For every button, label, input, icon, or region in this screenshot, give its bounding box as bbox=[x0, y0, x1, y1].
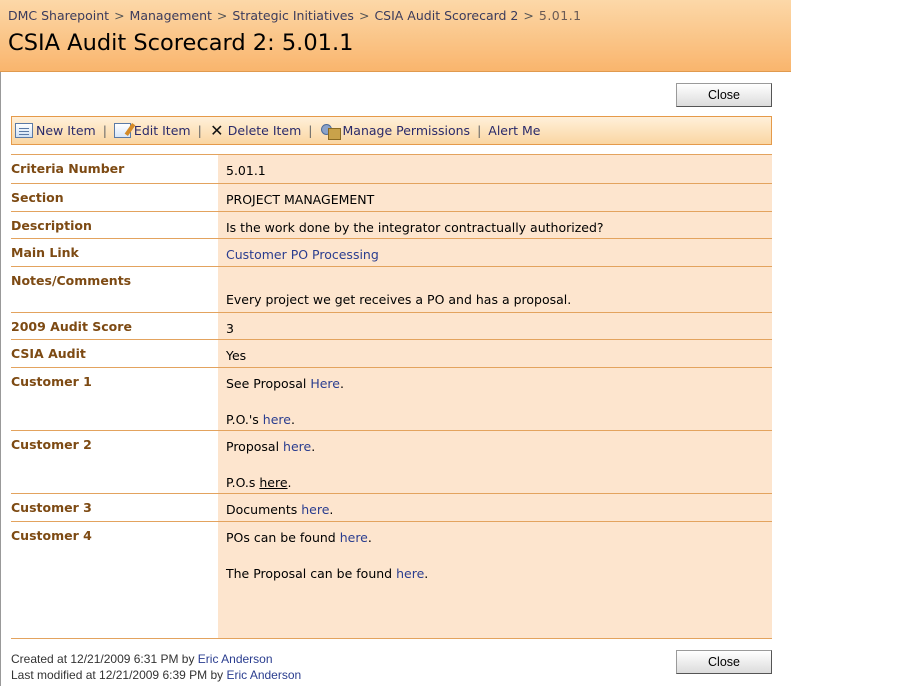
breadcrumb-separator: > bbox=[114, 8, 125, 23]
customer-1-line2-text: P.O.'s bbox=[226, 412, 263, 427]
close-button-top[interactable]: Close bbox=[676, 83, 772, 107]
customer-4-line1-tail: . bbox=[367, 530, 372, 545]
customer-4-line2-tail: . bbox=[424, 566, 429, 581]
manage-permissions-label: Manage Permissions bbox=[342, 123, 471, 138]
delete-item-label: Delete Item bbox=[227, 123, 302, 138]
csia-audit-value: Yes bbox=[226, 348, 247, 363]
edit-item-button[interactable] bbox=[114, 123, 191, 138]
breadcrumb bbox=[8, 8, 582, 23]
edit-item-label: Edit Item bbox=[133, 123, 191, 138]
customer-4-line2 bbox=[226, 565, 428, 582]
csia-audit-label: CSIA Audit bbox=[11, 346, 86, 361]
main-link-cell bbox=[226, 246, 379, 263]
page-title: CSIA Audit Scorecard 2: 5.01.1 bbox=[8, 30, 354, 56]
created-info bbox=[11, 651, 301, 667]
customer-2-line2-text: P.O.s bbox=[226, 475, 260, 490]
permissions-icon bbox=[320, 123, 340, 139]
toolbar-separator: | bbox=[308, 123, 313, 138]
field-row-customer-3 bbox=[11, 494, 772, 522]
customer-3-line1-text: Documents bbox=[226, 502, 302, 517]
field-row-criteria-number bbox=[11, 155, 772, 184]
modified-prefix: Last modified at 12/21/2009 6:39 PM by bbox=[11, 668, 227, 682]
main-link-label: Main Link bbox=[11, 245, 79, 260]
description-label: Description bbox=[11, 218, 92, 233]
criteria-number-label: Criteria Number bbox=[11, 161, 125, 176]
new-item-button[interactable] bbox=[15, 123, 96, 138]
toolbar-separator: | bbox=[102, 123, 107, 138]
customer-2-line1-text: Proposal bbox=[226, 439, 284, 454]
breadcrumb-management[interactable]: Management bbox=[129, 8, 212, 23]
customer-1-line2-tail: . bbox=[290, 412, 295, 427]
criteria-number-value: 5.01.1 bbox=[226, 163, 266, 178]
customer-4-label: Customer 4 bbox=[11, 528, 92, 543]
modified-info bbox=[11, 667, 301, 683]
customer-4-line2-text: The Proposal can be found bbox=[226, 566, 397, 581]
field-row-csia-audit bbox=[11, 340, 772, 368]
notes-label: Notes/Comments bbox=[11, 273, 132, 288]
section-value: PROJECT MANAGEMENT bbox=[226, 192, 375, 207]
customer-1-po-link[interactable]: here bbox=[262, 412, 291, 427]
modified-by-link[interactable]: Eric Anderson bbox=[226, 668, 302, 682]
field-row-customer-4 bbox=[11, 522, 772, 639]
breadcrumb-separator: > bbox=[523, 8, 534, 23]
customer-2-label: Customer 2 bbox=[11, 437, 92, 452]
customer-4-line1-text: POs can be found bbox=[226, 530, 340, 545]
audit-score-value: 3 bbox=[226, 321, 234, 336]
customer-1-line1-text: See Proposal bbox=[226, 376, 311, 391]
created-by-link[interactable]: Eric Anderson bbox=[197, 652, 273, 666]
breadcrumb-strategic-initiatives[interactable]: Strategic Initiatives bbox=[232, 8, 354, 23]
audit-score-label: 2009 Audit Score bbox=[11, 319, 132, 334]
customer-2-value bbox=[226, 438, 316, 490]
customer-1-label: Customer 1 bbox=[11, 374, 92, 389]
customer-1-line2 bbox=[226, 411, 295, 428]
delete-x-icon: ✕ bbox=[210, 120, 224, 140]
manage-permissions-button[interactable] bbox=[320, 123, 471, 139]
customer-1-value bbox=[226, 375, 344, 427]
breadcrumb-separator: > bbox=[358, 8, 370, 23]
close-button-bottom[interactable]: Close bbox=[676, 650, 772, 674]
new-item-label: New Item bbox=[36, 123, 96, 138]
toolbar-separator: | bbox=[197, 123, 202, 138]
delete-item-button[interactable] bbox=[209, 120, 302, 140]
field-row-main-link bbox=[11, 239, 772, 267]
customer-2-line2-tail: . bbox=[287, 475, 292, 490]
customer-1-line1-tail: . bbox=[339, 376, 344, 391]
field-row-description bbox=[11, 212, 772, 239]
customer-4-proposal-link[interactable]: here bbox=[396, 566, 425, 581]
customer-4-value bbox=[226, 529, 429, 581]
item-footer bbox=[11, 651, 301, 683]
field-row-customer-2 bbox=[11, 431, 772, 494]
customer-2-po-link[interactable]: here bbox=[259, 475, 288, 490]
breadcrumb-current: 5.01.1 bbox=[538, 8, 582, 23]
customer-3-value bbox=[226, 501, 333, 518]
customer-2-line2 bbox=[226, 474, 292, 491]
customer-4-po-link[interactable]: here bbox=[339, 530, 368, 545]
customer-3-documents-link[interactable]: here bbox=[301, 502, 330, 517]
breadcrumb-dmc-sharepoint[interactable]: DMC Sharepoint bbox=[8, 8, 110, 23]
alert-me-label: Alert Me bbox=[488, 123, 541, 138]
field-row-notes bbox=[11, 267, 772, 313]
customer-3-line1-tail: . bbox=[329, 502, 334, 517]
description-value: Is the work done by the integrator contractually authorized? bbox=[226, 220, 604, 235]
edit-item-icon bbox=[114, 123, 131, 138]
customer-2-line1-tail: . bbox=[311, 439, 316, 454]
field-row-audit-score bbox=[11, 313, 772, 340]
new-item-icon bbox=[15, 123, 33, 138]
field-row-customer-1 bbox=[11, 368, 772, 431]
field-row-section bbox=[11, 184, 772, 212]
created-prefix: Created at 12/21/2009 6:31 PM by bbox=[11, 652, 198, 666]
left-border bbox=[0, 72, 1, 686]
toolbar-separator: | bbox=[477, 123, 482, 138]
notes-value: Every project we get receives a PO and has a proposal. bbox=[226, 292, 572, 307]
customer-2-proposal-link[interactable]: here bbox=[283, 439, 312, 454]
item-form bbox=[11, 154, 772, 638]
page-header bbox=[0, 0, 791, 72]
breadcrumb-separator: > bbox=[216, 8, 228, 23]
breadcrumb-csia-audit-scorecard[interactable]: CSIA Audit Scorecard 2 bbox=[374, 8, 519, 23]
customer-1-proposal-link[interactable]: Here bbox=[310, 376, 340, 391]
main-link[interactable]: Customer PO Processing bbox=[226, 247, 379, 262]
item-toolbar bbox=[11, 116, 772, 145]
alert-me-button[interactable] bbox=[488, 123, 540, 138]
customer-3-label: Customer 3 bbox=[11, 500, 92, 515]
section-label: Section bbox=[11, 190, 64, 205]
